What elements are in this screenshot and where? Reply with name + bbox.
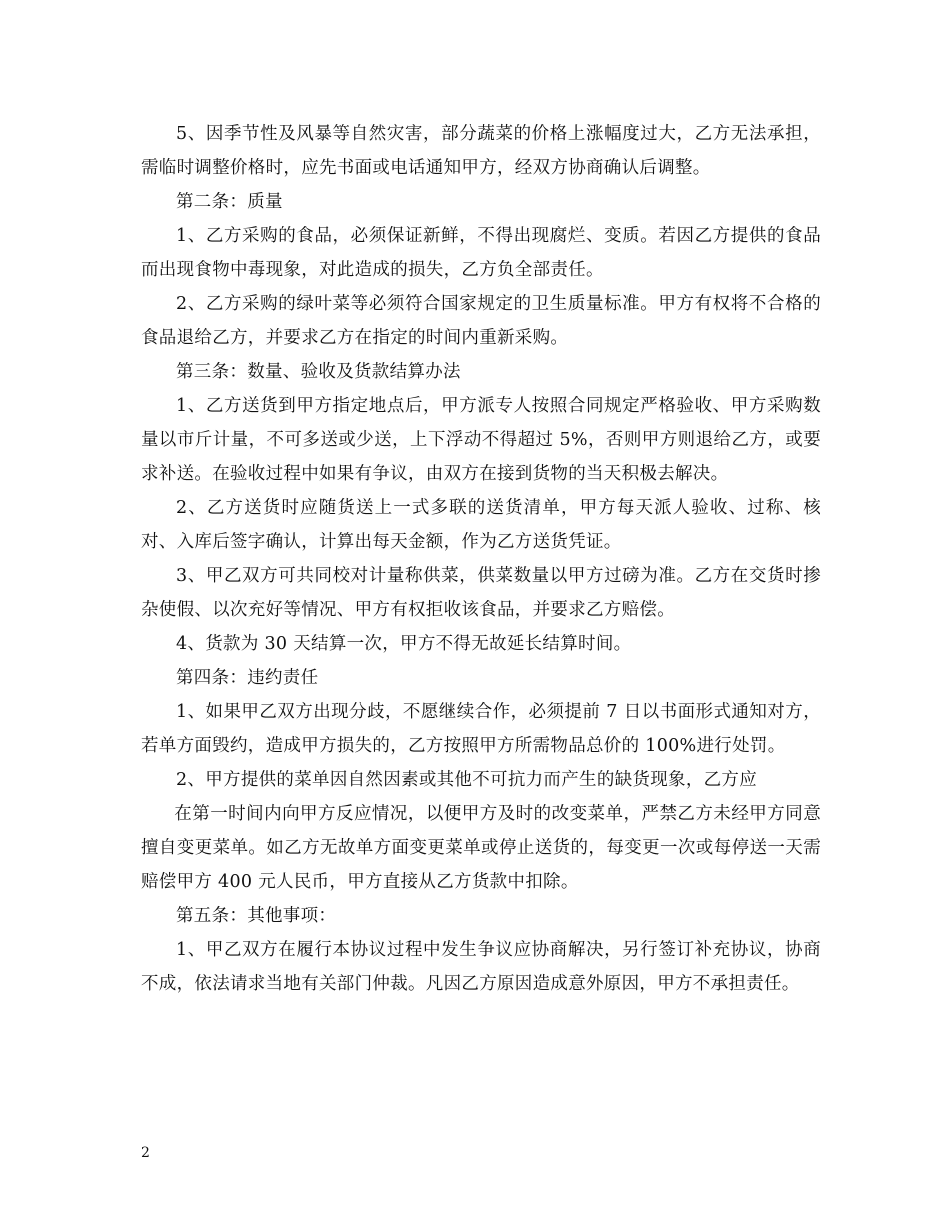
paragraph-liability-1: 1、如果甲乙双方出现分歧，不愿继续合作，必须提前 7 日以书面形式通知对方，若单方面毁约，造成甲方损失的，乙方按照甲方所需物品总价的 100%进行处罚。	[141, 702, 821, 756]
section-heading-other: 第五条：其他事项：	[176, 906, 337, 926]
paragraph-other-1: 1、甲乙双方在履行本协议过程中发生争议应协商解决，另行签订补充协议，协商不成，依法请求当地有关部门仲裁。凡因乙方原因造成意外原因，甲方不承担责任。	[141, 940, 821, 994]
section-heading-liability: 第四条：违约责任	[176, 668, 319, 688]
paragraph-quantity-4: 4、货款为 30 天结算一次，甲方不得无故延长结算时间。	[176, 634, 632, 654]
page-number: 2	[141, 1145, 150, 1161]
paragraph-quantity-2: 2、乙方送货时应随货送上一式多联的送货清单，甲方每天派人验收、过称、核对、入库后签字确认，计算出每天金额，作为乙方送货凭证。	[141, 498, 821, 552]
section-heading-quality: 第二条：质量	[176, 192, 283, 212]
paragraph-liability-2: 2、甲方提供的菜单因自然因素或其他不可抗力而产生的缺货现象，乙方应	[176, 770, 758, 790]
document-body	[141, 117, 821, 1001]
paragraph-quantity-3: 3、甲乙双方可共同校对计量称供菜，供菜数量以甲方过磅为准。乙方在交货时掺杂使假、以次充好等情况、甲方有权拒收该食品，并要求乙方赔偿。	[141, 566, 821, 620]
paragraph-quality-1: 1、乙方采购的食品，必须保证新鲜，不得出现腐烂、变质。若因乙方提供的食品而出现食物中毒现象，对此造成的损失，乙方负全部责任。	[141, 226, 821, 280]
paragraph-quality-2: 2、乙方采购的绿叶菜等必须符合国家规定的卫生质量标准。甲方有权将不合格的食品退给乙方，并要求乙方在指定的时间内重新采购。	[141, 294, 821, 348]
section-heading-quantity: 第三条：数量、验收及货款结算办法	[176, 362, 461, 382]
paragraph-quantity-1: 1、乙方送货到甲方指定地点后，甲方派专人按照合同规定严格验收、甲方采购数量以市斤计量，不可多送或少送，上下浮动不得超过 5%，否则甲方则退给乙方，或要求补送。在验收过程中如果有争议，由双方在接到货物的当天积极去解决。	[141, 396, 821, 484]
paragraph-liability-2-continued: 在第一时间内向甲方反应情况，以便甲方及时的改变菜单，严禁乙方未经甲方同意擅自变更菜单。如乙方无故单方面变更菜单或停止送货的，每变更一次或每停送一天需赔偿甲方 400 元人民币，甲方直接从乙方货款中扣除。	[141, 804, 821, 892]
paragraph-price-adjustment: 5、因季节性及风暴等自然灾害，部分蔬菜的价格上涨幅度过大，乙方无法承担，需临时调整价格时，应先书面或电话通知甲方，经双方协商确认后调整。	[141, 124, 821, 178]
